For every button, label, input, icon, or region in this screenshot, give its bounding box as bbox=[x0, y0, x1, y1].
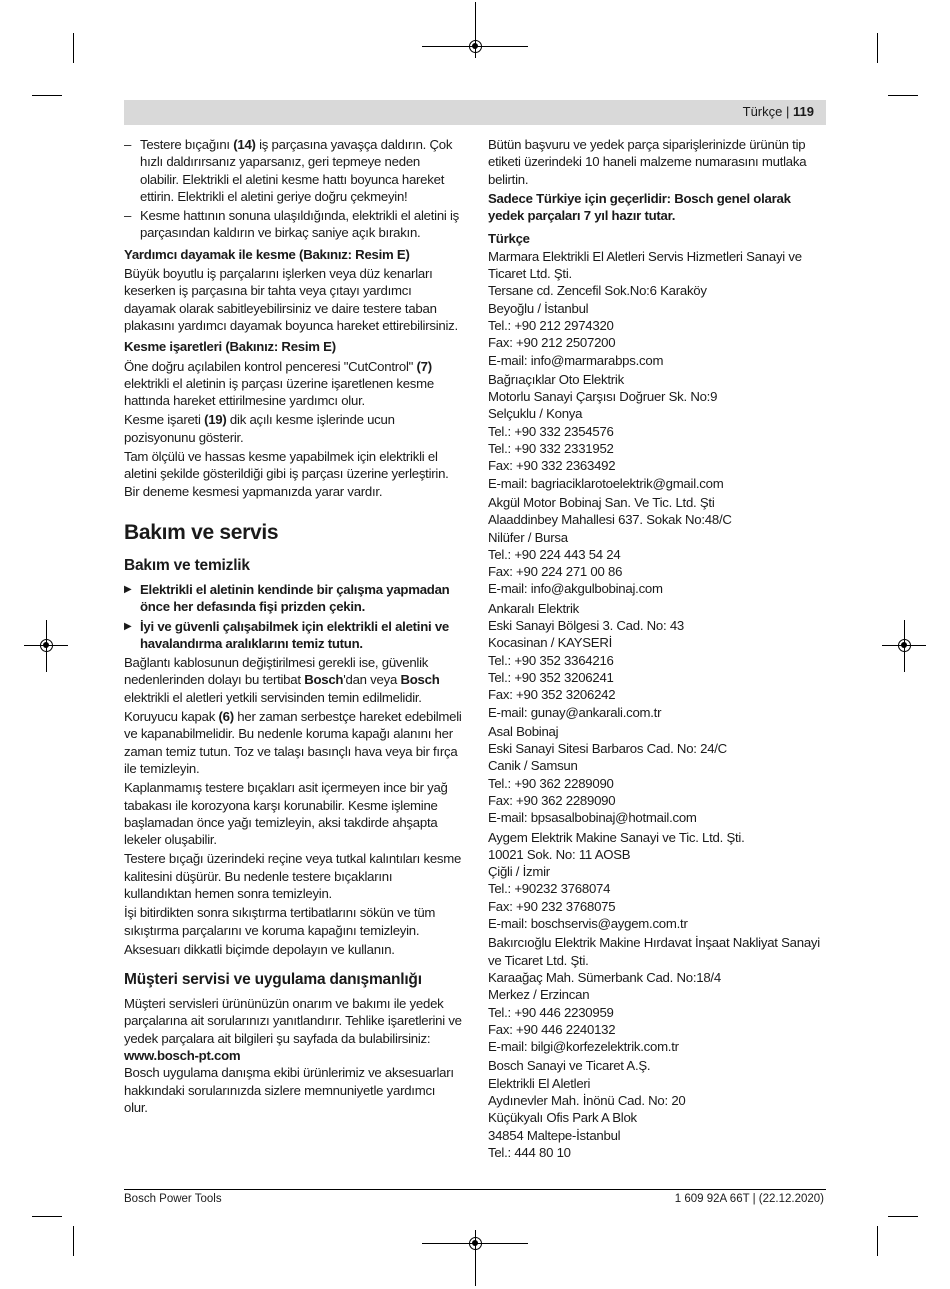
dealer-line[interactable]: E-mail: info@marmarabps.com bbox=[488, 352, 664, 368]
service-heading: Müşteri servisi ve uygulama danışmanlığı bbox=[124, 971, 422, 989]
header-separator: | bbox=[786, 104, 790, 119]
dealer-line: Eski Sanayi Bölgesi 3. Cad. No: 43 bbox=[488, 618, 685, 634]
dealer-line: Fax: +90 232 3768075 bbox=[488, 898, 616, 914]
aux-fence-text: Büyük boyutlu iş parçalarını işlerken veya düz kenarları keserken iş parçasına bir tahta veya çıtayı yardımcı dayamak olarak sabitleyebilirsiniz ve daire testere taban plakasını yardımcı dayamak boyunca hareket ettirebilirsiniz. bbox=[124, 266, 458, 333]
care-heading: Bakım ve temizlik bbox=[124, 556, 250, 574]
dealer-line: Kocasinan / KAYSERİ bbox=[488, 635, 613, 651]
dealer-line: Fax: +90 362 2289090 bbox=[488, 792, 616, 808]
dealer-line: Fax: +90 446 2240132 bbox=[488, 1021, 616, 1037]
dealer-line[interactable]: E-mail: bagriaciklarotoelektrik@gmail.com bbox=[488, 475, 724, 491]
registration-mark-icon bbox=[40, 639, 53, 652]
triangle-bullet-icon: ▶ bbox=[124, 620, 132, 632]
resin-text: Testere bıçağı üzerindeki reçine veya tutkal kalıntıları kesme kalitesini düşürür. Bu nedenle testere bıçaklarını kullandıktan hemen sonra temizleyin. bbox=[124, 851, 462, 901]
dealer-line: Tel.: +90 352 3364216 bbox=[488, 652, 614, 668]
order-intro: Bütün başvuru ve yedek parça siparişlerinizde ürünün tip etiketi üzerindeki 10 haneli malzeme numarasını mutlaka belirtin. bbox=[488, 137, 807, 187]
crop-mark bbox=[32, 95, 62, 96]
dash-marker: – bbox=[124, 208, 132, 224]
dealer-name: Akgül Motor Bobinaj San. Ve Tic. Ltd. Şti bbox=[488, 494, 715, 510]
dealer-line: Tel.: +90 224 443 54 24 bbox=[488, 546, 621, 562]
blade-text: Kaplanmamış testere bıçakları asit içermeyen ince bir yağ tabakası ile korozyona karşı korunabilir. Kesme işlemine başlamadan önce yağı temizleyin, aksi takdirde ahşapta lekeler oluşabilir. bbox=[124, 780, 448, 848]
dealer-name: Bağrıaçıklar Oto Elektrik bbox=[488, 371, 624, 387]
cut-marks-text: Öne doğru açılabilen kontrol penceresi "CutControl" (7) elektrikli el aletinin iş parçası üzerine işaretlenen kesme hattında hareket ettirilmesine yardımcı olur. bbox=[124, 358, 434, 409]
dealer-name: Ankaralı Elektrik bbox=[488, 600, 580, 616]
country-heading: Türkçe bbox=[488, 231, 530, 247]
dealer-entry bbox=[488, 494, 826, 598]
header-bar bbox=[124, 100, 826, 125]
dealer-entry bbox=[488, 600, 826, 721]
dealer-line: Motorlu Sanayi Çarşısı Doğruer Sk. No:9 bbox=[488, 389, 718, 405]
dealer-name: Bakırcıoğlu Elektrik Makine Hırdavat İnşaat Nakliyat Sanayi ve Ticaret Ltd. Şti. bbox=[488, 935, 820, 968]
dealer-line: Nilüfer / Bursa bbox=[488, 529, 568, 545]
dealer-line: 34854 Maltepe-İstanbul bbox=[488, 1127, 621, 1143]
crop-mark bbox=[32, 1216, 62, 1217]
turkey-notice: Sadece Türkiye için geçerlidir: Bosch genel olarak yedek parçaları 7 yıl hazır tutar. bbox=[488, 190, 791, 224]
dealer-line: Çiğli / İzmir bbox=[488, 864, 550, 880]
registration-mark-icon bbox=[898, 639, 911, 652]
dealer-line: Tel.: +90 362 2289090 bbox=[488, 775, 614, 791]
dealer-line: Elektrikli El Aletleri bbox=[488, 1075, 591, 1091]
dealer-line[interactable]: E-mail: gunay@ankarali.com.tr bbox=[488, 704, 662, 720]
crop-mark bbox=[888, 1216, 918, 1217]
registration-mark-icon bbox=[469, 1237, 482, 1250]
triangle-bullet-icon: ▶ bbox=[124, 583, 132, 595]
left-column bbox=[124, 136, 462, 1118]
header-language: Türkçe bbox=[742, 104, 783, 119]
storage-text: Aksesuarı dikkatli biçimde depolayın ve kullanın. bbox=[124, 941, 395, 957]
dealer-list bbox=[488, 248, 826, 1161]
cut-marks-heading: Kesme işaretleri (Bakınız: Resim E) bbox=[124, 339, 336, 355]
dealer-entry bbox=[488, 1057, 826, 1161]
dealer-entry bbox=[488, 934, 826, 1055]
section-title: Bakım ve servis bbox=[124, 520, 279, 544]
dealer-line: Küçükyalı Ofis Park A Blok bbox=[488, 1110, 637, 1126]
crop-mark bbox=[888, 95, 918, 96]
right-column bbox=[488, 136, 826, 1163]
dealer-entry bbox=[488, 371, 826, 492]
page-header bbox=[743, 104, 814, 119]
after-work-text: İşi bitirdikten sonra sıkıştırma tertibatlarını sökün ve tüm sıkıştırma parçalarını ve koruma kapağını temizleyin. bbox=[124, 905, 436, 938]
dealer-name: Aygem Elektrik Makine Sanayi ve Tic. Ltd. Şti. bbox=[488, 829, 745, 845]
list-item: – Testere bıçağını (14) iş parçasına yavaşça daldırın. Çok hızlı daldırırsanız yaparsanız, geri tepmeye neden olabilir. Elektrikli el aletini kesme hattı boyunca hareket ettirin. Elektrikli el aletini geriye doğru çekmeyin! bbox=[124, 137, 453, 204]
footer-doc-id: 1 609 92A 66T | (22.12.2020) bbox=[674, 1193, 824, 1205]
dash-marker: – bbox=[124, 137, 132, 152]
dealer-line[interactable]: E-mail: bilgi@korfezelektrik.com.tr bbox=[488, 1039, 679, 1055]
crop-mark bbox=[73, 1226, 74, 1256]
dealer-name: Marmara Elektrikli El Aletleri Servis Hizmetleri Sanayi ve Ticaret Ltd. Şti. bbox=[488, 248, 802, 282]
dealer-entry bbox=[488, 829, 826, 933]
service-text: Müşteri servisleri ürününüzün onarım ve bakımı ile yedek parçalarına ait sorularınızı yanıtlandırır. Tehlike işaretlerini ve yedek parçalara ait bilgileri şu sayfada da bulabilirsiniz: bbox=[124, 996, 462, 1046]
dealer-line: Eski Sanayi Sitesi Barbaros Cad. No: 24/C bbox=[488, 741, 727, 757]
guard-text: Koruyucu kapak (6) her zaman serbestçe hareket edebilmeli ve kapanabilmelidir. Bu nedenle koruma kapağı alanını her zaman temiz tutun. Toz ve talaşı basınçlı hava veya bir fırça ile temizleyin. bbox=[124, 709, 462, 776]
dealer-line: Fax: +90 224 271 00 86 bbox=[488, 564, 623, 580]
list-item: – Kesme hattının sonuna ulaşıldığında, elektrikli el aletini iş parçasından kaldırın ve birkaç saniye açık bırakın. bbox=[124, 208, 460, 241]
dealer-line: 10021 Sok. No: 11 AOSB bbox=[488, 846, 631, 862]
service-text: Bosch uygulama danışma ekibi ürünlerimiz ve aksesuarları hakkındaki sorularınızda sizlere memnuniyetle yardımcı olur. bbox=[124, 1065, 454, 1115]
dealer-entry bbox=[488, 723, 826, 827]
dealer-line: Tel.: +90 446 2230959 bbox=[488, 1004, 614, 1020]
dealer-line: Fax: +90 332 2363492 bbox=[488, 458, 616, 474]
dealer-line: Tel.: +90 332 2331952 bbox=[488, 441, 614, 457]
dealer-line: Selçuklu / Konya bbox=[488, 406, 583, 422]
dealer-line[interactable]: E-mail: bpsasalbobinaj@hotmail.com bbox=[488, 810, 697, 826]
dealer-line: Alaaddinbey Mahallesi 637. Sokak No:48/C bbox=[488, 512, 732, 528]
aux-fence-heading: Yardımcı dayamak ile kesme (Bakınız: Resim E) bbox=[124, 246, 410, 262]
footer-rule bbox=[124, 1189, 826, 1190]
warning-item: ▶ Elektrikli el aletinin kendinde bir çalışma yapmadan önce her defasında fişi prizden çekin. bbox=[124, 581, 450, 615]
dealer-name: Bosch Sanayi ve Ticaret A.Ş. bbox=[488, 1058, 651, 1074]
warning-item: ▶ İyi ve güvenli çalışabilmek için elektrikli el aletini ve havalandırma aralıklarını temiz tutun. bbox=[124, 618, 450, 651]
dealer-line: Tel.: +90 332 2354576 bbox=[488, 423, 614, 439]
dealer-line: Tersane cd. Zencefil Sok.No:6 Karaköy bbox=[488, 283, 707, 299]
dealer-line: Tel.: +90 212 2974320 bbox=[488, 317, 614, 333]
dealer-line: Fax: +90 352 3206242 bbox=[488, 687, 616, 703]
dealer-line: Canik / Samsun bbox=[488, 758, 578, 774]
dealer-line: Tel.: 444 80 10 bbox=[488, 1144, 571, 1160]
dealer-line: Tel.: +90232 3768074 bbox=[488, 881, 611, 897]
footer-brand: Bosch Power Tools bbox=[124, 1193, 222, 1205]
cut-marks-text: Kesme işareti (19) dik açılı kesme işlerinde ucun pozisyonunu gösterir. bbox=[124, 412, 395, 445]
crop-mark bbox=[73, 33, 74, 63]
cut-marks-text: Tam ölçülü ve hassas kesme yapabilmek için elektrikli el aletini şekilde gösterildiği gibi iş parçası üzerine yerleştirin. Bir deneme kesmesi yapmanızda yarar vardır. bbox=[124, 449, 449, 499]
dealer-line: Aydınevler Mah. İnönü Cad. No: 20 bbox=[488, 1093, 686, 1109]
dealer-entry bbox=[488, 248, 826, 369]
cable-text: Bağlantı kablosunun değiştirilmesi gerekli ise, güvenlik nedenlerinden dolayı bu tertibat Bosch'dan veya Bosch elektrikli el aletleri yetkili servisinden temin edilmelidir. bbox=[124, 655, 440, 705]
dealer-line: Fax: +90 212 2507200 bbox=[488, 335, 616, 351]
dealer-line: Tel.: +90 352 3206241 bbox=[488, 669, 614, 685]
dealer-line[interactable]: E-mail: boschservis@aygem.com.tr bbox=[488, 916, 688, 932]
dealer-line[interactable]: E-mail: info@akgulbobinaj.com bbox=[488, 581, 663, 597]
dealer-line: Karaağaç Mah. Sümerbank Cad. No:18/4 bbox=[488, 969, 721, 985]
crop-mark bbox=[877, 1226, 878, 1256]
dealer-name: Asal Bobinaj bbox=[488, 723, 559, 739]
page-number: 119 bbox=[793, 104, 814, 119]
dealer-line: Merkez / Erzincan bbox=[488, 987, 590, 1003]
dealer-line: Beyoğlu / İstanbul bbox=[488, 300, 589, 316]
crop-mark bbox=[877, 33, 878, 63]
service-link[interactable]: www.bosch-pt.com bbox=[124, 1048, 241, 1064]
registration-mark-icon bbox=[469, 40, 482, 53]
